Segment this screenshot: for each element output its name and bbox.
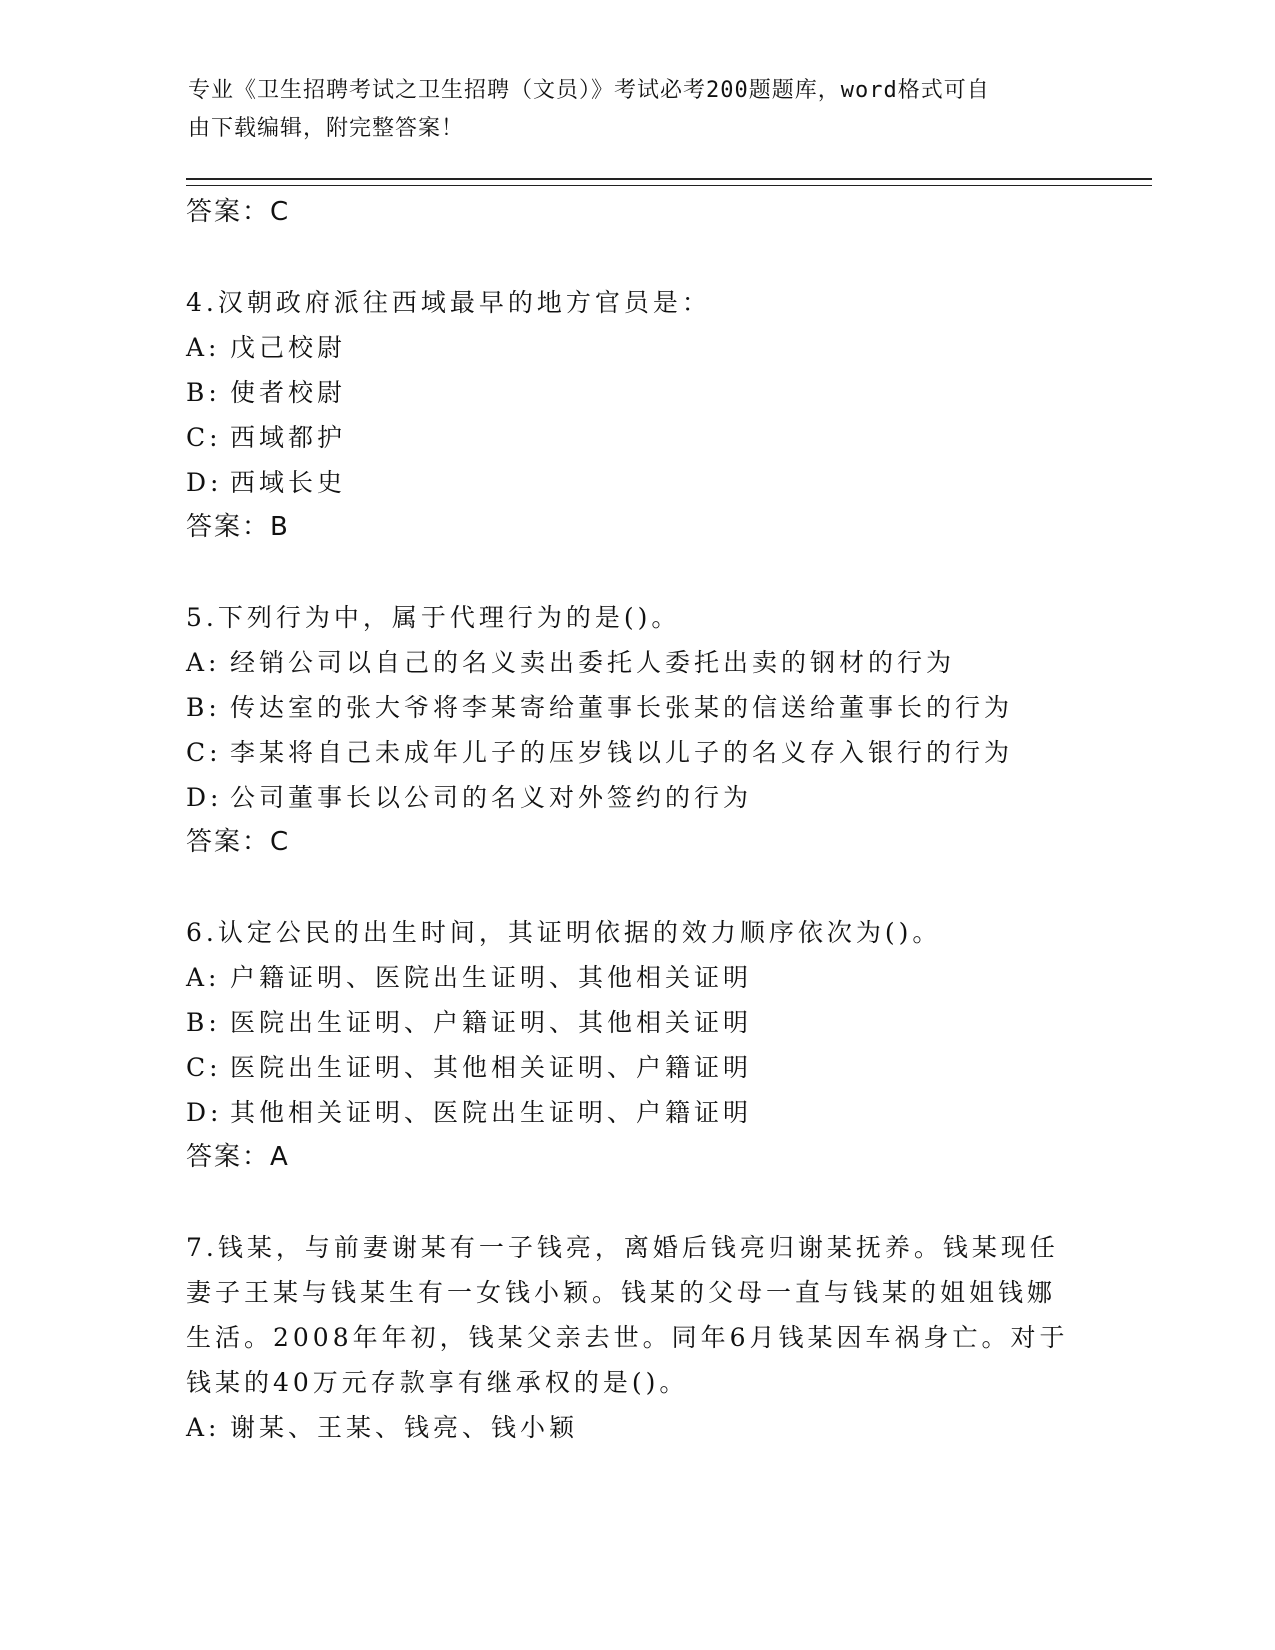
- header-line-1: 专业《卫生招聘考试之卫生招聘（文员）》考试必考200题题库，word格式可自: [188, 78, 990, 103]
- option-text: 西域长史: [230, 468, 347, 497]
- header-line-2: 由下载编辑，附完整答案！: [188, 116, 465, 141]
- spacer: [186, 550, 1086, 595]
- question-block: [186, 910, 1086, 1180]
- question-stem: 4.汉朝政府派往西域最早的地方官员是：: [186, 288, 711, 317]
- question-stem-line: 7.钱某，与前妻谢某有一子钱亮，离婚后钱亮归谢某抚养。钱某现任: [186, 1233, 1059, 1262]
- option-key: B:: [186, 1008, 221, 1037]
- header-divider: [186, 178, 1152, 186]
- option-text: 医院出生证明、其他相关证明、户籍证明: [230, 1053, 753, 1082]
- option-a: [186, 640, 1086, 685]
- question-stem-line: 生活。2008年年初，钱某父亲去世。同年6月钱某因车祸身亡。对于: [186, 1323, 1069, 1352]
- option-b: [186, 370, 1086, 415]
- option-key: D:: [186, 468, 223, 497]
- option-d: [186, 1090, 1086, 1135]
- question-stem: 6.认定公民的出生时间，其证明依据的效力顺序依次为()。: [186, 918, 942, 947]
- option-text: 户籍证明、医院出生证明、其他相关证明: [230, 963, 753, 992]
- spacer: [186, 865, 1086, 910]
- option-key: C:: [186, 738, 222, 767]
- option-a: [186, 325, 1086, 370]
- option-text: 公司董事长以公司的名义对外签约的行为: [230, 783, 753, 812]
- spacer: [186, 1180, 1086, 1225]
- option-d: [186, 460, 1086, 505]
- option-a: [186, 1405, 1086, 1450]
- option-a: [186, 955, 1086, 1000]
- question-stem-line: 妻子王某与钱某生有一女钱小颖。钱某的父母一直与钱某的姐姐钱娜: [186, 1278, 1057, 1307]
- option-key: A:: [186, 963, 221, 992]
- option-c: [186, 730, 1086, 775]
- document-header: [188, 72, 1068, 148]
- option-key: B:: [186, 378, 221, 407]
- option-b: [186, 1000, 1086, 1045]
- option-c: [186, 1045, 1086, 1090]
- question-block: [186, 280, 1086, 550]
- option-key: A:: [186, 648, 221, 677]
- option-key: D:: [186, 1098, 223, 1127]
- option-key: A:: [186, 1413, 221, 1442]
- question-stem: 5.下列行为中，属于代理行为的是()。: [186, 603, 681, 632]
- option-text: 经销公司以自己的名义卖出委托人委托出卖的钢材的行为: [230, 648, 956, 677]
- option-text: 其他相关证明、医院出生证明、户籍证明: [230, 1098, 753, 1127]
- option-b: [186, 685, 1086, 730]
- option-text: 使者校尉: [230, 378, 347, 407]
- option-text: 戊己校尉: [230, 333, 347, 362]
- question-stem-line: 钱某的40万元存款享有继承权的是()。: [186, 1368, 689, 1397]
- option-key: D:: [186, 783, 223, 812]
- option-c: [186, 415, 1086, 460]
- option-key: C:: [186, 423, 222, 452]
- spacer: [186, 235, 1086, 280]
- option-d: [186, 775, 1086, 820]
- answer-label: 答案：B: [186, 512, 290, 542]
- option-text: 西域都护: [230, 423, 347, 452]
- answer-label: 答案：C: [186, 197, 291, 227]
- question-list: [186, 190, 1086, 1450]
- answer-label: 答案：C: [186, 827, 291, 857]
- option-key: B:: [186, 693, 221, 722]
- answer-label: 答案：A: [186, 1142, 290, 1172]
- question-block: [186, 1225, 1086, 1450]
- option-text: 谢某、王某、钱亮、钱小颖: [230, 1413, 579, 1442]
- option-key: A:: [186, 333, 221, 362]
- question-block: [186, 595, 1086, 865]
- option-text: 李某将自己未成年儿子的压岁钱以儿子的名义存入银行的行为: [230, 738, 1014, 767]
- option-text: 传达室的张大爷将李某寄给董事长张某的信送给董事长的行为: [230, 693, 1014, 722]
- option-text: 医院出生证明、户籍证明、其他相关证明: [230, 1008, 753, 1037]
- option-key: C:: [186, 1053, 222, 1082]
